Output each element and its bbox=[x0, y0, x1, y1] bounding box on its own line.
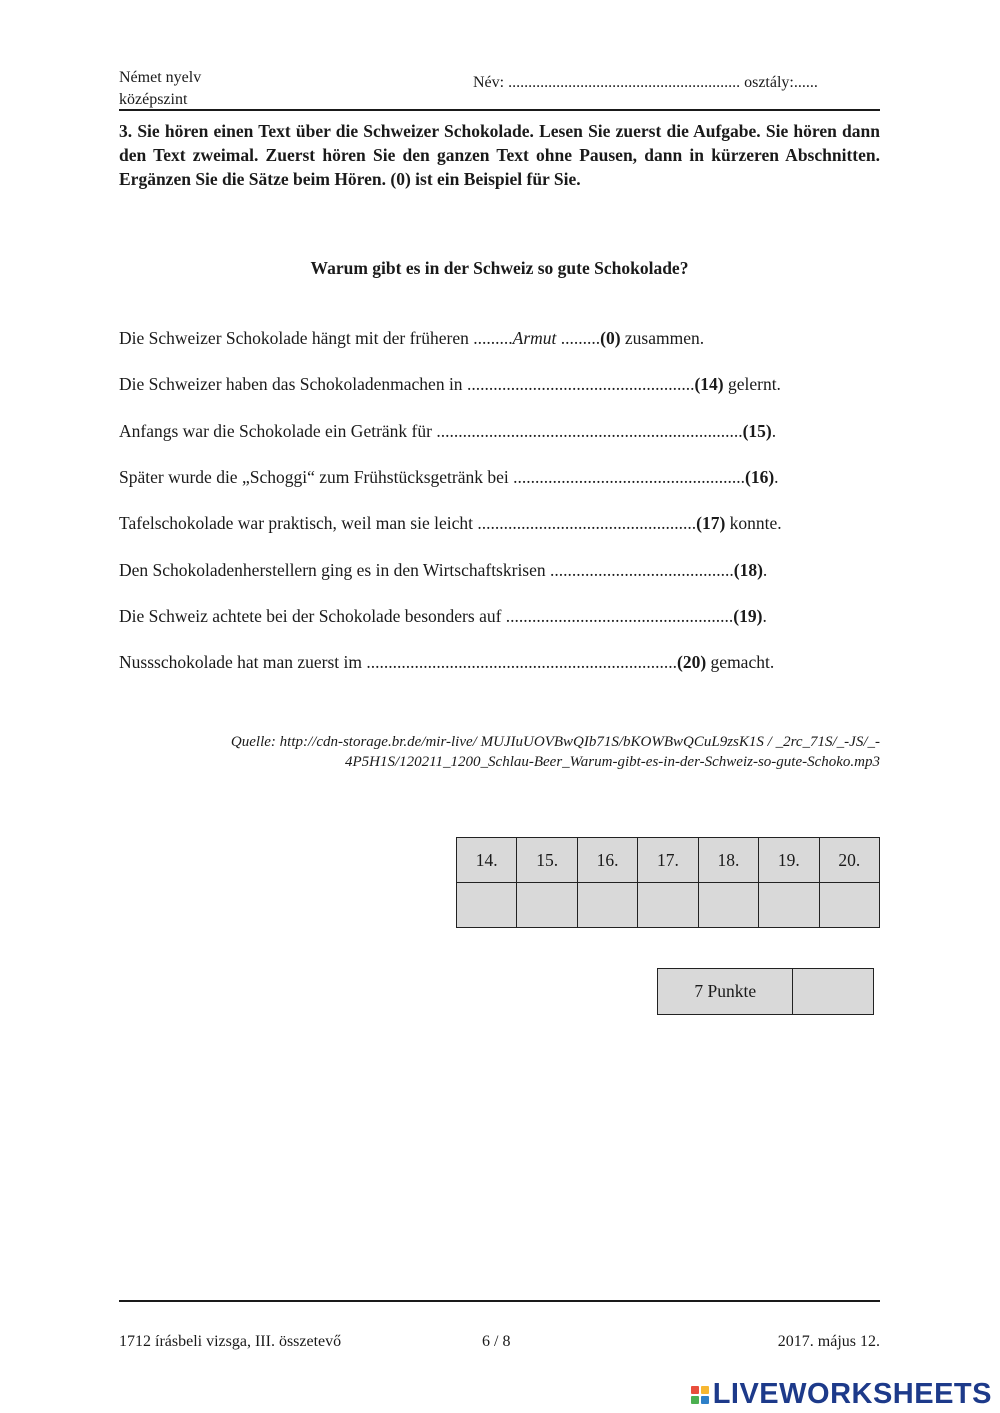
sentence-text: Später wurde die „Schoggi“ zum Frühstücksgetränk bei bbox=[119, 467, 514, 487]
source-line: Quelle: http://cdn-storage.br.de/mir-live/ MUJIuUOVBwQIb71S/bKOWBwQCuL9zsK1S / _2rc_71S/_-JS/_- bbox=[230, 734, 880, 750]
answer-blank[interactable]: .................................................... bbox=[505, 606, 734, 626]
liveworksheets-logo[interactable] bbox=[691, 1378, 992, 1411]
sentence-text: Die Schweiz achtete bei der Schokolade besonders auf bbox=[119, 606, 506, 626]
sentence-17 bbox=[119, 513, 782, 534]
sentence-example bbox=[119, 328, 704, 349]
footer-exam: 1712 írásbeli vizsga, III. összetevő bbox=[119, 1333, 342, 1350]
answer-header: 14. bbox=[457, 838, 517, 883]
answer-blank[interactable]: .......................................... bbox=[550, 560, 734, 580]
sentence-15 bbox=[119, 421, 776, 442]
answer-header: 19. bbox=[759, 838, 819, 883]
item-number: (15) bbox=[742, 421, 772, 441]
item-number: (17) bbox=[696, 513, 726, 533]
source-citation bbox=[119, 732, 880, 772]
sentence-text: Tafelschokolade war praktisch, weil man sie leicht bbox=[119, 513, 478, 533]
sentence-19 bbox=[119, 606, 767, 627]
answer-table-row bbox=[457, 883, 880, 928]
sentence-end: . bbox=[762, 606, 767, 626]
sentence-end: . bbox=[762, 560, 768, 580]
source-line: 4P5H1S/120211_1200_Schlau-Beer_Warum-gibt-es-in-der-Schweiz-so-gute-Schoko.mp3 bbox=[344, 754, 880, 770]
sentence-end: gemacht. bbox=[706, 652, 775, 672]
brand-square bbox=[701, 1396, 709, 1404]
sentence-20 bbox=[119, 652, 774, 673]
sentence-end: gelernt. bbox=[723, 374, 781, 394]
answer-blank[interactable]: ....................................................................... bbox=[366, 652, 678, 672]
item-number: (0) bbox=[600, 328, 621, 348]
name-class-field: Név: .......................................................... osztály:...... bbox=[473, 74, 818, 91]
footer-rule bbox=[119, 1300, 880, 1302]
subject-label bbox=[119, 67, 201, 111]
item-number: (14) bbox=[694, 374, 724, 394]
sentence-text: Die Schweizer Schokolade hängt mit der früheren ......... bbox=[119, 328, 513, 348]
sentence-text: Anfangs war die Schokolade ein Getränk für bbox=[119, 421, 437, 441]
answer-table-header bbox=[457, 838, 880, 883]
points-score-cell[interactable] bbox=[793, 969, 874, 1015]
points-label: 7 Punkte bbox=[658, 969, 793, 1015]
answer-blank[interactable]: ..................................................... bbox=[513, 467, 746, 487]
answer-header: 18. bbox=[698, 838, 758, 883]
answer-header: 15. bbox=[517, 838, 577, 883]
sentence-end: . bbox=[771, 421, 777, 441]
answer-cell-18[interactable] bbox=[698, 883, 758, 928]
item-number: (20) bbox=[677, 652, 707, 672]
footer-date: 2017. május 12. bbox=[777, 1333, 880, 1350]
level-line: középszint bbox=[119, 91, 188, 108]
answer-table bbox=[456, 837, 880, 928]
answer-header: 20. bbox=[819, 838, 879, 883]
item-number: (19) bbox=[733, 606, 763, 626]
brand-name: LIVEWORKSHEETS bbox=[712, 1378, 992, 1410]
brand-square bbox=[701, 1386, 709, 1394]
answer-cell-15[interactable] bbox=[517, 883, 577, 928]
example-answer: Armut bbox=[512, 328, 557, 348]
sentence-text: Den Schokoladenherstellern ging es in den Wirtschaftskrisen bbox=[119, 560, 551, 580]
answer-header: 16. bbox=[577, 838, 637, 883]
brand-grid-icon bbox=[691, 1386, 709, 1404]
item-number: (16) bbox=[745, 467, 775, 487]
sentence-end: konnte. bbox=[725, 513, 782, 533]
sentence-text: Die Schweizer haben das Schokoladenmachen in bbox=[119, 374, 467, 394]
sentence-14 bbox=[119, 374, 781, 395]
answer-blank[interactable]: ...................................................................... bbox=[436, 421, 743, 441]
sentence-end: zusammen. bbox=[620, 328, 705, 348]
text-title: Warum gibt es in der Schweiz so gute Schokolade? bbox=[310, 258, 689, 278]
footer-page-number: 6 / 8 bbox=[482, 1333, 511, 1350]
answer-cell-14[interactable] bbox=[457, 883, 517, 928]
dots: ......... bbox=[556, 328, 601, 348]
sentence-16 bbox=[119, 467, 779, 488]
sentence-text: Nussschokolade hat man zuerst im bbox=[119, 652, 367, 672]
answer-header: 17. bbox=[638, 838, 698, 883]
answer-cell-17[interactable] bbox=[638, 883, 698, 928]
task-instructions: 3. Sie hören einen Text über die Schweizer Schokolade. Lesen Sie zuerst die Aufgabe. Sie hören dann den Text zweimal. Zuerst hören Sie den ganzen Text ohne Pausen, dann in kürzeren Abschnitten. Ergänzen Sie die Sätze beim Hören. (0) ist ein Beispiel für Sie. bbox=[119, 121, 880, 189]
sentence-18 bbox=[119, 560, 767, 581]
subject-line: Német nyelv bbox=[119, 69, 202, 86]
header-rule bbox=[119, 109, 880, 111]
answer-blank[interactable]: .................................................... bbox=[466, 374, 695, 394]
item-number: (18) bbox=[733, 560, 763, 580]
brand-square bbox=[691, 1396, 699, 1404]
sentence-end: . bbox=[774, 467, 779, 487]
brand-square bbox=[691, 1386, 699, 1394]
answer-cell-19[interactable] bbox=[759, 883, 819, 928]
answer-cell-20[interactable] bbox=[819, 883, 879, 928]
points-box bbox=[657, 968, 874, 1015]
answer-blank[interactable]: .................................................. bbox=[477, 513, 697, 533]
answer-cell-16[interactable] bbox=[577, 883, 637, 928]
